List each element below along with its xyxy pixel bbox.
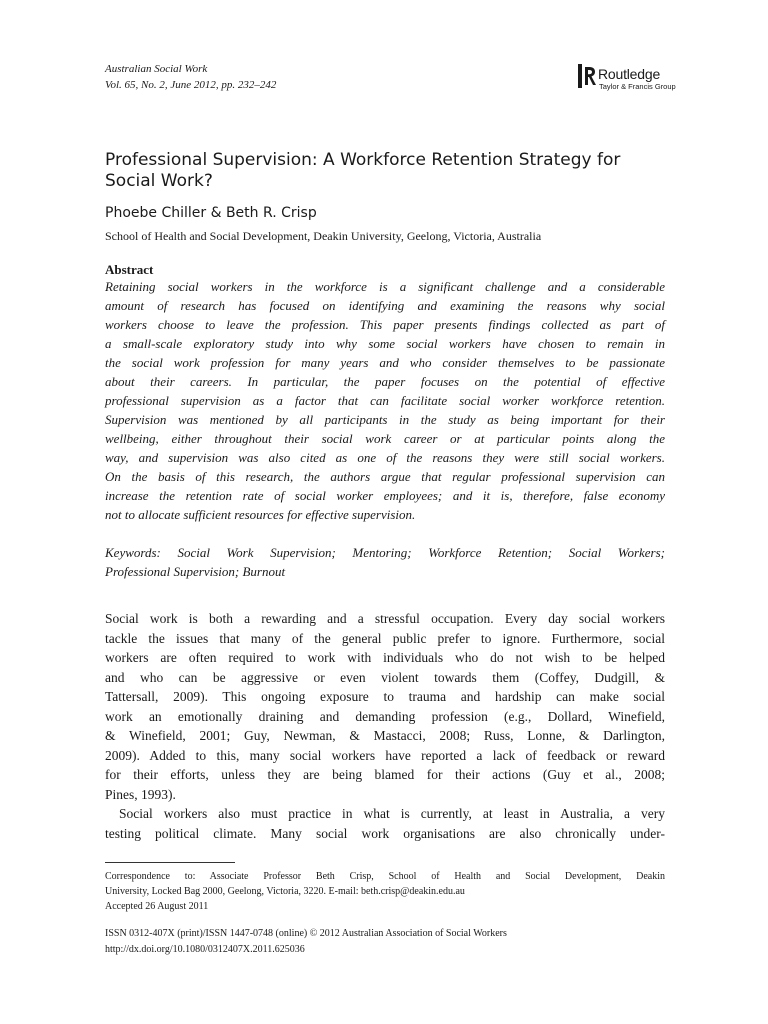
journal-name: Australian Social Work: [105, 63, 208, 75]
body-line: Social work is both a rewarding and a stressful occupation. Every day social workers: [105, 611, 665, 626]
footnote-rule: [105, 862, 235, 863]
abstract-text: [105, 277, 665, 524]
body-line: testing political climate. Many social work organisations are also chronically under-: [105, 825, 665, 841]
issn-info: [105, 926, 665, 958]
journal-volume: Vol. 65, No. 2, June 2012, pp. 232–242: [105, 79, 277, 91]
abstract-line: a small-scale exploratory study into why some social workers have chosen to remain in: [105, 336, 665, 351]
keywords-line: Keywords: Social Work Supervision; Mentoring; Workforce Retention; Social Workers;: [105, 545, 665, 560]
abstract-line: not to allocate sufficient resources for effective supervision.: [105, 507, 416, 522]
abstract-line: Retaining social workers in the workforce is a significant challenge and a considerable: [105, 279, 665, 294]
footnote-line: University, Locked Bag 2000, Geelong, Victoria, 3220. E-mail: beth.crisp@deakin.edu.au: [105, 886, 465, 897]
body-text: [105, 609, 665, 843]
body-line: Tattersall, 2009). This ongoing exposure to trauma and hardship can make social: [105, 689, 665, 704]
keywords-line: Professional Supervision; Burnout: [105, 564, 286, 579]
publisher-name: Routledge: [598, 66, 661, 82]
correspondence-footnote: [105, 869, 665, 914]
issn-line: ISSN 0312-407X (print)/ISSN 1447-0748 (online) © 2012 Australian Association of Social Workers: [105, 928, 507, 939]
abstract-line: way, and supervision was also cited as one of the reasons they were still social workers.: [105, 450, 665, 465]
body-line: workers are often required to work with individuals who do not wish to be helped: [105, 650, 665, 665]
body-line: Social workers also must practice in what is currently, at least in Australia, a very: [119, 806, 665, 821]
journal-info: [105, 61, 276, 93]
abstract-line: about their careers. In particular, the paper focuses on the potential of effective: [105, 374, 665, 389]
abstract-line: professional supervision as a factor that can facilitate social worker workforce retention.: [105, 393, 665, 408]
abstract-line: Supervision was mentioned by all participants in the study as being important for their: [105, 412, 665, 427]
body-line: tackle the issues that many of the general public prefer to ignore. Furthermore, social: [105, 630, 665, 646]
body-line: and who can be aggressive or even violent towards them (Coffey, Dudgill, &: [105, 669, 665, 685]
body-line: & Winefield, 2001; Guy, Newman, & Mastacci, 2008; Russ, Lonne, & Darlington,: [105, 728, 665, 743]
article-affiliation: School of Health and Social Development, Deakin University, Geelong, Victoria, Australia: [105, 229, 542, 243]
doi-link[interactable]: http://dx.doi.org/10.1080/0312407X.2011.625036: [105, 944, 305, 955]
article-authors: Phoebe Chiller & Beth R. Crisp: [105, 205, 317, 221]
keywords: [105, 543, 665, 581]
body-line: Pines, 1993).: [105, 786, 176, 802]
footnote-line: Accepted 26 August 2011: [105, 901, 209, 912]
abstract-line: amount of research has focused on identifying and examining the reasons why social: [105, 298, 665, 313]
abstract-line: workers choose to leave the profession. This paper presents findings collected as part of: [105, 317, 665, 332]
abstract-line: the social work profession for many years and who consider themselves to be passionate: [105, 355, 665, 370]
footnote-line: Correspondence to: Associate Professor Beth Crisp, School of Health and Social Development, Deakin: [105, 871, 665, 882]
abstract-heading: Abstract: [105, 262, 154, 277]
routledge-r-logo-icon: [578, 64, 596, 88]
abstract-line: On the basis of this research, the authors argue that regular professional supervision can: [105, 469, 665, 484]
body-line: work an emotionally draining and demanding profession (e.g., Dollard, Winefield,: [105, 708, 665, 724]
abstract-line: increase the retention rate of social worker employees; and it is, therefore, false economy: [105, 488, 665, 503]
body-line: for their efforts, unless they are being blamed for their actions (Guy et al., 2008;: [105, 767, 665, 782]
title-line: Social Work?: [105, 171, 213, 191]
title-line: Professional Supervision: A Workforce Retention Strategy for: [105, 150, 621, 170]
publisher-logo: [578, 64, 676, 92]
publisher-subtitle: Taylor & Francis Group: [599, 82, 676, 91]
article-title: [105, 150, 665, 192]
abstract-line: wellbeing, either throughout their social work career or at particular points along the: [105, 431, 665, 446]
body-line: 2009). Added to this, many social workers have reported a lack of feedback or reward: [105, 747, 665, 763]
